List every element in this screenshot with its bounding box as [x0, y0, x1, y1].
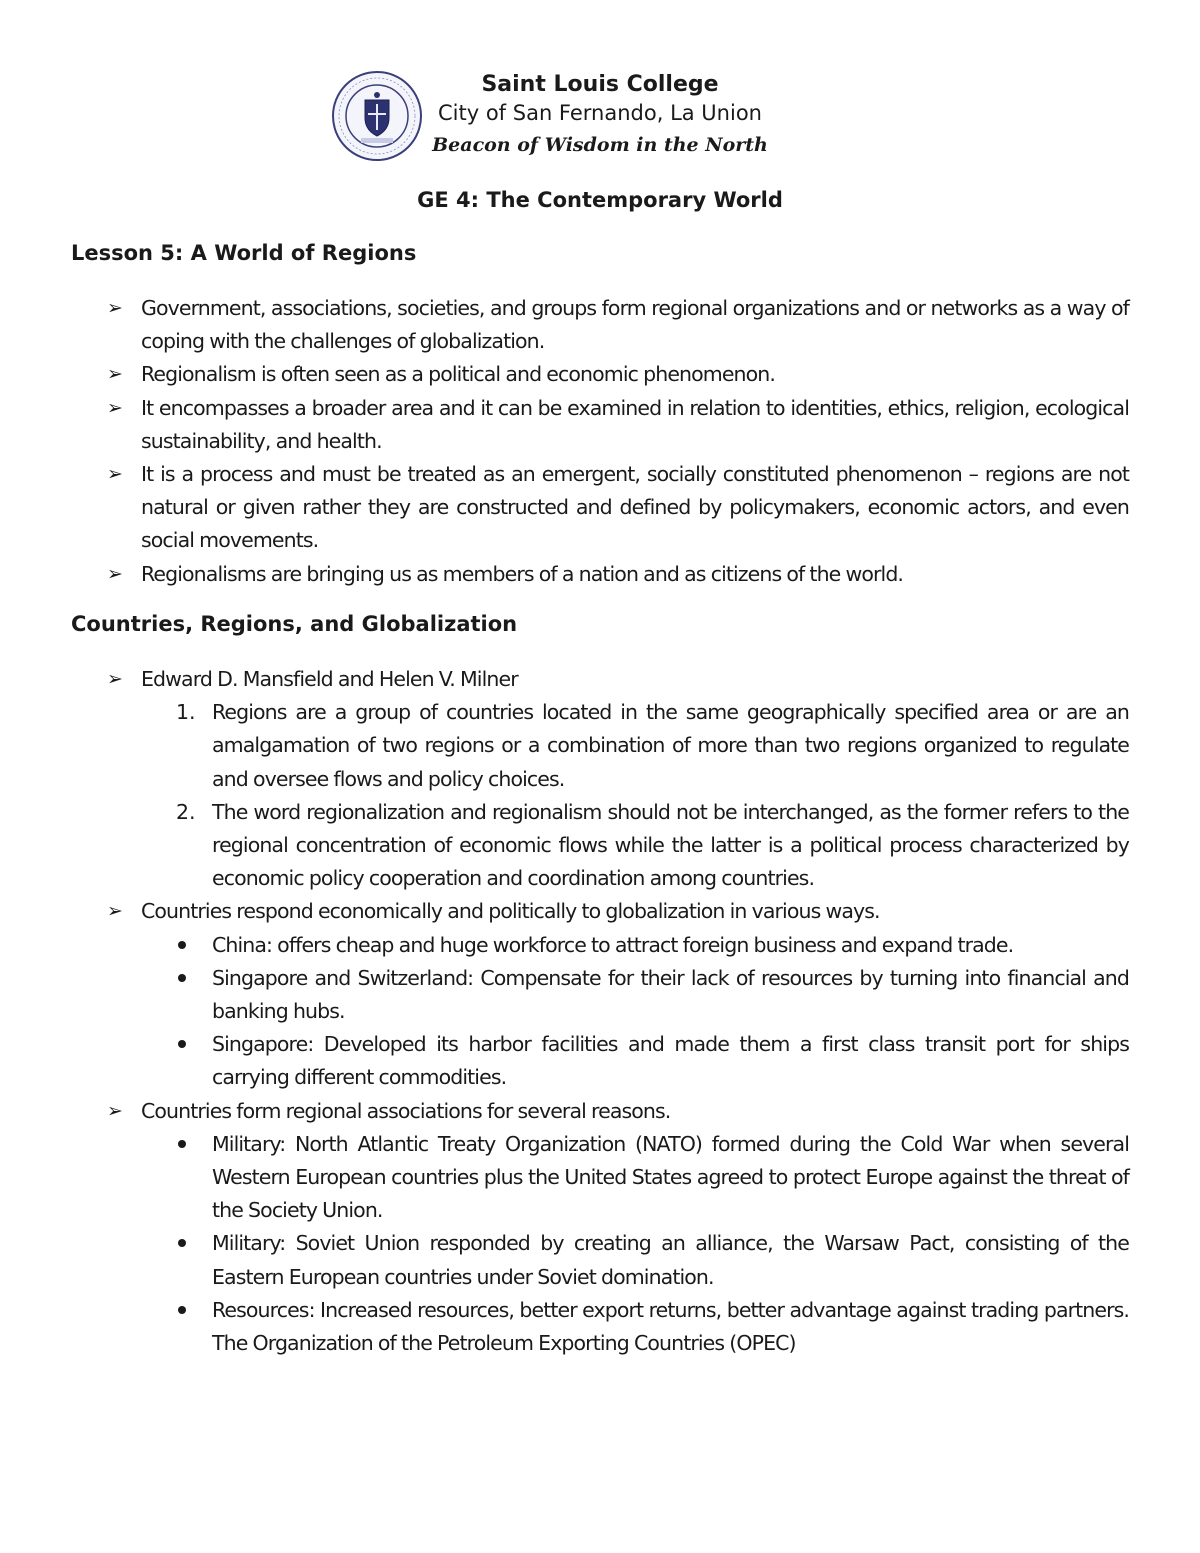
dot-item: Singapore and Switzerland: Compensate for their lack of resources by turning into financial and banking hubs. — [212, 962, 1129, 1028]
dot-bullet-icon — [178, 974, 186, 982]
numbered-item: 1. Regions are a group of countries located in the same geographically specified area or are an amalgamation of two regions or a combination of more than two regions organized to regulate and oversee flows and policy choices. — [176, 700, 1129, 791]
arrow-bullet-icon: ➢ — [107, 562, 123, 585]
dot-list — [212, 1128, 1129, 1360]
arrow-bullet-icon: ➢ — [107, 297, 123, 319]
course-title: GE 4: The Contemporary World — [417, 188, 783, 212]
arrow-bullet-icon: ➢ — [107, 363, 123, 386]
list-item: ➢ It encompasses a broader area and it can be examined in relation to identities, ethics, religion, ecological sustainability, and health. — [141, 392, 1129, 458]
arrow-bullet-icon: ➢ — [107, 463, 123, 486]
dot-item: Resources: Increased resources, better export returns, better advantage against trading partners. The Organization of the Petroleum Exporting Countries (OPEC) — [212, 1294, 1129, 1360]
dot-item: China: offers cheap and huge workforce to attract foreign business and expand trade. — [212, 929, 1129, 962]
arrow-bullet-icon: ➢ — [107, 1099, 123, 1122]
lesson-title: Lesson 5: A World of Regions — [71, 241, 417, 265]
section-content — [107, 663, 1129, 1360]
numbered-list — [176, 696, 1129, 895]
section-title: Countries, Regions, and Globalization — [71, 612, 518, 636]
lesson-bullet-list — [107, 292, 1129, 591]
dot-bullet-icon — [178, 1040, 186, 1048]
dot-item: Military: Soviet Union responded by creating an alliance, the Warsaw Pact, consisting of the Eastern European countries under Soviet domination. — [212, 1227, 1129, 1293]
list-item: ➢ Countries respond economically and politically to globalization in various ways. — [141, 895, 1129, 928]
dot-item: Military: North Atlantic Treaty Organization (NATO) formed during the Cold War when several Western European countries plus the United States agreed to protect Europe against the threat of the Society Union. — [212, 1128, 1129, 1228]
dot-list — [212, 929, 1129, 1095]
numbered-item: 2. The word regionalization and regionalism should not be interchanged, as the former refers to the regional concentration of economic flows while the latter is a political process characterized by economic policy cooperation and coordination among countries. — [176, 799, 1129, 891]
dot-bullet-icon — [178, 1140, 186, 1148]
dot-bullet-icon — [178, 1239, 186, 1247]
dot-bullet-icon — [178, 1306, 186, 1314]
arrow-bullet-icon: ➢ — [107, 396, 123, 419]
list-item: ➢ Regionalism is often seen as a political and economic phenomenon. — [141, 358, 1129, 391]
dot-bullet-icon — [178, 941, 186, 949]
school-name: Saint Louis College — [481, 72, 719, 97]
list-item: ➢ Government, associations, societies, and groups form regional organizations and or networks as a way of coping with the challenges of globalization. — [141, 292, 1129, 358]
school-city: City of San Fernando, La Union — [438, 101, 762, 125]
dot-item: Singapore: Developed its harbor facilities and made them a first class transit port for ships carrying different commodities. — [212, 1028, 1129, 1094]
arrow-bullet-icon: ➢ — [107, 668, 123, 690]
list-item: ➢ Countries form regional associations for several reasons. — [141, 1095, 1129, 1128]
list-item: ➢ Regionalisms are bringing us as members of a nation and as citizens of the world. — [141, 558, 1129, 591]
school-motto: Beacon of Wisdom in the North — [432, 134, 768, 156]
arrow-bullet-icon: ➢ — [107, 900, 123, 923]
list-item: ➢ Edward D. Mansfield and Helen V. Milner — [141, 663, 1129, 696]
list-item: ➢ It is a process and must be treated as an emergent, socially constituted phenomenon – regions are not natural or given rather they are constructed and defined by policymakers, economic actors, and even social movements. — [141, 458, 1129, 558]
